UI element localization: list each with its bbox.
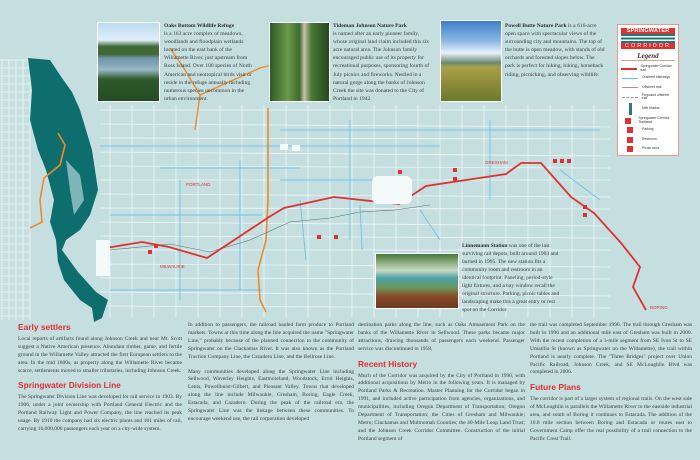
paragraph: The Springwater Division Line was developed for rail service in 1903. By 1906, under a joint ownership with Portland General Electric and the Portland Railway Light and Power Company, the line reached its peak usage. By 1910 the company had six electric plants and 161 miles of rail, carrying 16,000,000 passengers each year on a city-wide system. [18, 394, 182, 432]
legend-label: Springwater Corridor Trailhead [638, 116, 670, 124]
legend-item [621, 126, 675, 136]
legend-label: Onstreet bikeways [642, 75, 670, 80]
legend-panel [617, 24, 679, 156]
tideman-johnson-text [333, 22, 431, 103]
tideman-johnson-photo [269, 22, 330, 102]
park-area [96, 240, 110, 276]
column-4 [530, 322, 692, 451]
mile-marker-icon [621, 103, 639, 115]
bikeway [300, 200, 306, 260]
parking-icon [621, 127, 639, 133]
oaks-bottom-photo [97, 22, 160, 102]
powell-butte-area [372, 176, 412, 204]
feature-body: was one of the last surviving rail depots, built around 1903 and burned in 1995. The new station fits a community room and restroom in an identical footprint. Paneling, period-style light fixtures, and a bay window recall the original structure. Parking, picnic tables and landscaping make this a great entry or rest spot on the Corridor. [462, 243, 560, 313]
park-area [280, 144, 288, 150]
paragraph: The corridor is part of a larger system of regional trails. On the west side of McLoughlin is parallels the Willamette River to the eastside industrial area, and south of Boring it continues to Estacada. The addition of the 10.8 mile section between Boring and Estacada or routes east to Government Camp offer the real possibility of a trail connection to the Pacific Crest Trail. [530, 396, 692, 442]
restroom-icon [148, 250, 152, 254]
corridor-logo: CORRIDOR [621, 43, 675, 49]
street [100, 208, 610, 209]
trailhead-markers [148, 159, 587, 254]
willamette-river [28, 58, 108, 322]
feature-title: Linnemann Station [462, 243, 508, 249]
powell-butte-photo [440, 20, 502, 102]
springwater-logo: SPRINGWATER [621, 28, 675, 34]
street [100, 124, 610, 127]
linnemann-station-photo [375, 253, 459, 309]
powell-butte-text [505, 22, 605, 79]
legend-title: Legend [621, 52, 675, 61]
map-label-boring: BORING [650, 305, 668, 310]
paragraph: In addition to passengers, the railroad hauled farm produce to Portland markets. Towns at this time along the line acquired the name "Springwater Line," probably because of the planned connection to the community of Springwater on the Clackamas River. It was also known as the Portland Traction Company Line, the Cazadero Line, and the Bellrose Line. [188, 322, 354, 360]
paragraph: Local reports of artifacts found along Johnson Creek and near Mt. Scott suggest a Native American presence. Abundant timber, game, and fertile ground in the Willamette Valley attracted the first European settlers to the area. In the mid 1800s, as property along the Willamette River became scarce, settlements moved to smaller tributaries, including Johnson Creek. [18, 335, 182, 374]
paragraph: Many communities developed along the Springwater Line including Sellwood, Waverley Heights, Eastmoreland, Woodstock, Errol Heights, Lents, Powellhurst-Gilbert, and Pleasant Valley. Towns that developed along the line include Milwaukie, Gresham, Boring, Eagle Creek, Estacada, and Cazadero. During the peak of the railroad era, the Springwater Line was the linkage between these communities. To encourage weekend use, the rail corporation developed [188, 368, 354, 422]
street [100, 152, 610, 156]
legend-label: Parking [642, 127, 654, 132]
trailhead-icon [621, 118, 635, 124]
legend-item [621, 93, 675, 103]
heading-recent-history: Recent History [358, 358, 418, 369]
feature-title: Powell Butte Nature Park [505, 23, 567, 29]
legend-item [621, 135, 675, 145]
purple-line-icon [621, 87, 639, 88]
parking-icon [398, 170, 402, 174]
parking-icon [583, 205, 587, 209]
restroom-icon [334, 235, 338, 239]
legend-item [621, 64, 675, 74]
restroom-icon [560, 159, 564, 163]
street [100, 236, 610, 238]
heading-early-settlers: Early settlers [18, 322, 71, 332]
picnic-icon [621, 146, 639, 152]
legend-label: Springwater Corridor trail [640, 64, 672, 72]
legend-label: Proposed offstreet trail [641, 92, 670, 101]
column-2 [188, 322, 354, 431]
street [100, 194, 610, 197]
feature-body: is a 163 acre complex of meadows, woodlands and floodplain wetlands located on the east bank of the Willamette River, just upstream from Ross Island. Over 100 species of North American and neotropical birds visit or reside in the refuge annually including numerous species uncommon in the urban environment. [164, 31, 252, 102]
heading-future-plans: Future Plans [530, 382, 581, 393]
legend-item [621, 83, 675, 93]
linnemann-text [462, 242, 562, 314]
dashed-line-icon [621, 97, 639, 98]
column-3 [358, 322, 525, 451]
street [100, 138, 610, 139]
map-label-milwaukie: MILWAUKIE [160, 264, 185, 269]
legend-label: Restroom [642, 136, 657, 141]
park-areas [96, 144, 412, 276]
feature-body: is named after an early pioneer family, whose original land claim included this six acre natural area. The Johnson family encouraged public use of its property for recreational purposes, sponsoring fourth of July picnics and fireworks. Nestled in a natural gorge along the banks of Johnson Creek the site was donated to the City of Portland in 1942. [333, 31, 430, 102]
parking-icon [553, 159, 557, 163]
picnic-icon [567, 159, 571, 163]
feature-body: is a 616-acre open space with spectacular views of the surrounding city and mountains. The top of the butte is open meadow, with stands of old orchards and forested slopes below. The park is perfect for hiking, biking, horseback riding, picnicking, and observing wildlife. [505, 23, 605, 78]
map-label-portland: PORTLAND [186, 182, 211, 187]
legend-label: Picnic Area [642, 146, 659, 151]
picnic-icon [453, 177, 457, 181]
feature-title: Oaks Bottom Wildlife Refuge [164, 23, 235, 29]
paragraph: Much of the Corridor was acquired by the City of Portland in 1990, with additional acquisitions by Metro in the following years. It is managed by Portland Parks & Recreation. Master Planning for the Corridor began in 1991, and included active participation from agencies, organizations, and municipalities, including Oregon Department of Transportation; Oregon Department of Transportation; the Cities of Gresham and Milwaukie; Metro; Clackamas and Multnomah Counties; the 40-Mile Loop Land Trust; and the Johnson Creek Corridor Committee. Construction of the initial Portland segment of [358, 372, 525, 442]
red-line-icon [621, 68, 637, 70]
waves-icon [621, 34, 675, 43]
legend-item [621, 116, 675, 126]
legend-item [621, 74, 675, 84]
parking-icon [154, 244, 158, 248]
oaks-bottom-text [164, 22, 254, 103]
heading-division-line: Springwater Division Line [18, 380, 121, 391]
legend-label: Offstreet trail [642, 84, 662, 89]
feature-title: Tideman Johnson Nature Park [333, 23, 407, 29]
column-1 [18, 322, 182, 441]
parking-icon [453, 168, 457, 172]
legend-label: Mile Marker [642, 106, 660, 111]
paragraph: the trail was completed September 1996. The trail through Gresham was built in 1996 and an additional mile east of Gresham was built in 2000. With the recent completion of a 3-mile segment from SE Ivon St to SE Umatilla St (known as Springwater on the Willamette), the trail within Portland is nearly complete. The "Three Bridges" project over Union Pacific Railroad, Johnson Creek, and SE McLoughlin Blvd was completed in 2006. [530, 322, 692, 376]
park-area [292, 145, 300, 151]
parking-icon [317, 235, 321, 239]
paragraph: destination parks along the line, such as Oaks Amusement Park on the banks of the Willamette River in Sellwood. These parks became major attractions, drawing thousands of passengers each weekend. Passenger service was discontinued in 1958. [358, 322, 525, 352]
legend-item [621, 102, 675, 116]
legend-item [621, 145, 675, 155]
restroom-icon [621, 137, 639, 143]
map-label-gresham: GRESHAM [485, 160, 508, 165]
blue-line-icon [621, 78, 639, 79]
restroom-icon [583, 213, 587, 217]
street [100, 222, 610, 226]
